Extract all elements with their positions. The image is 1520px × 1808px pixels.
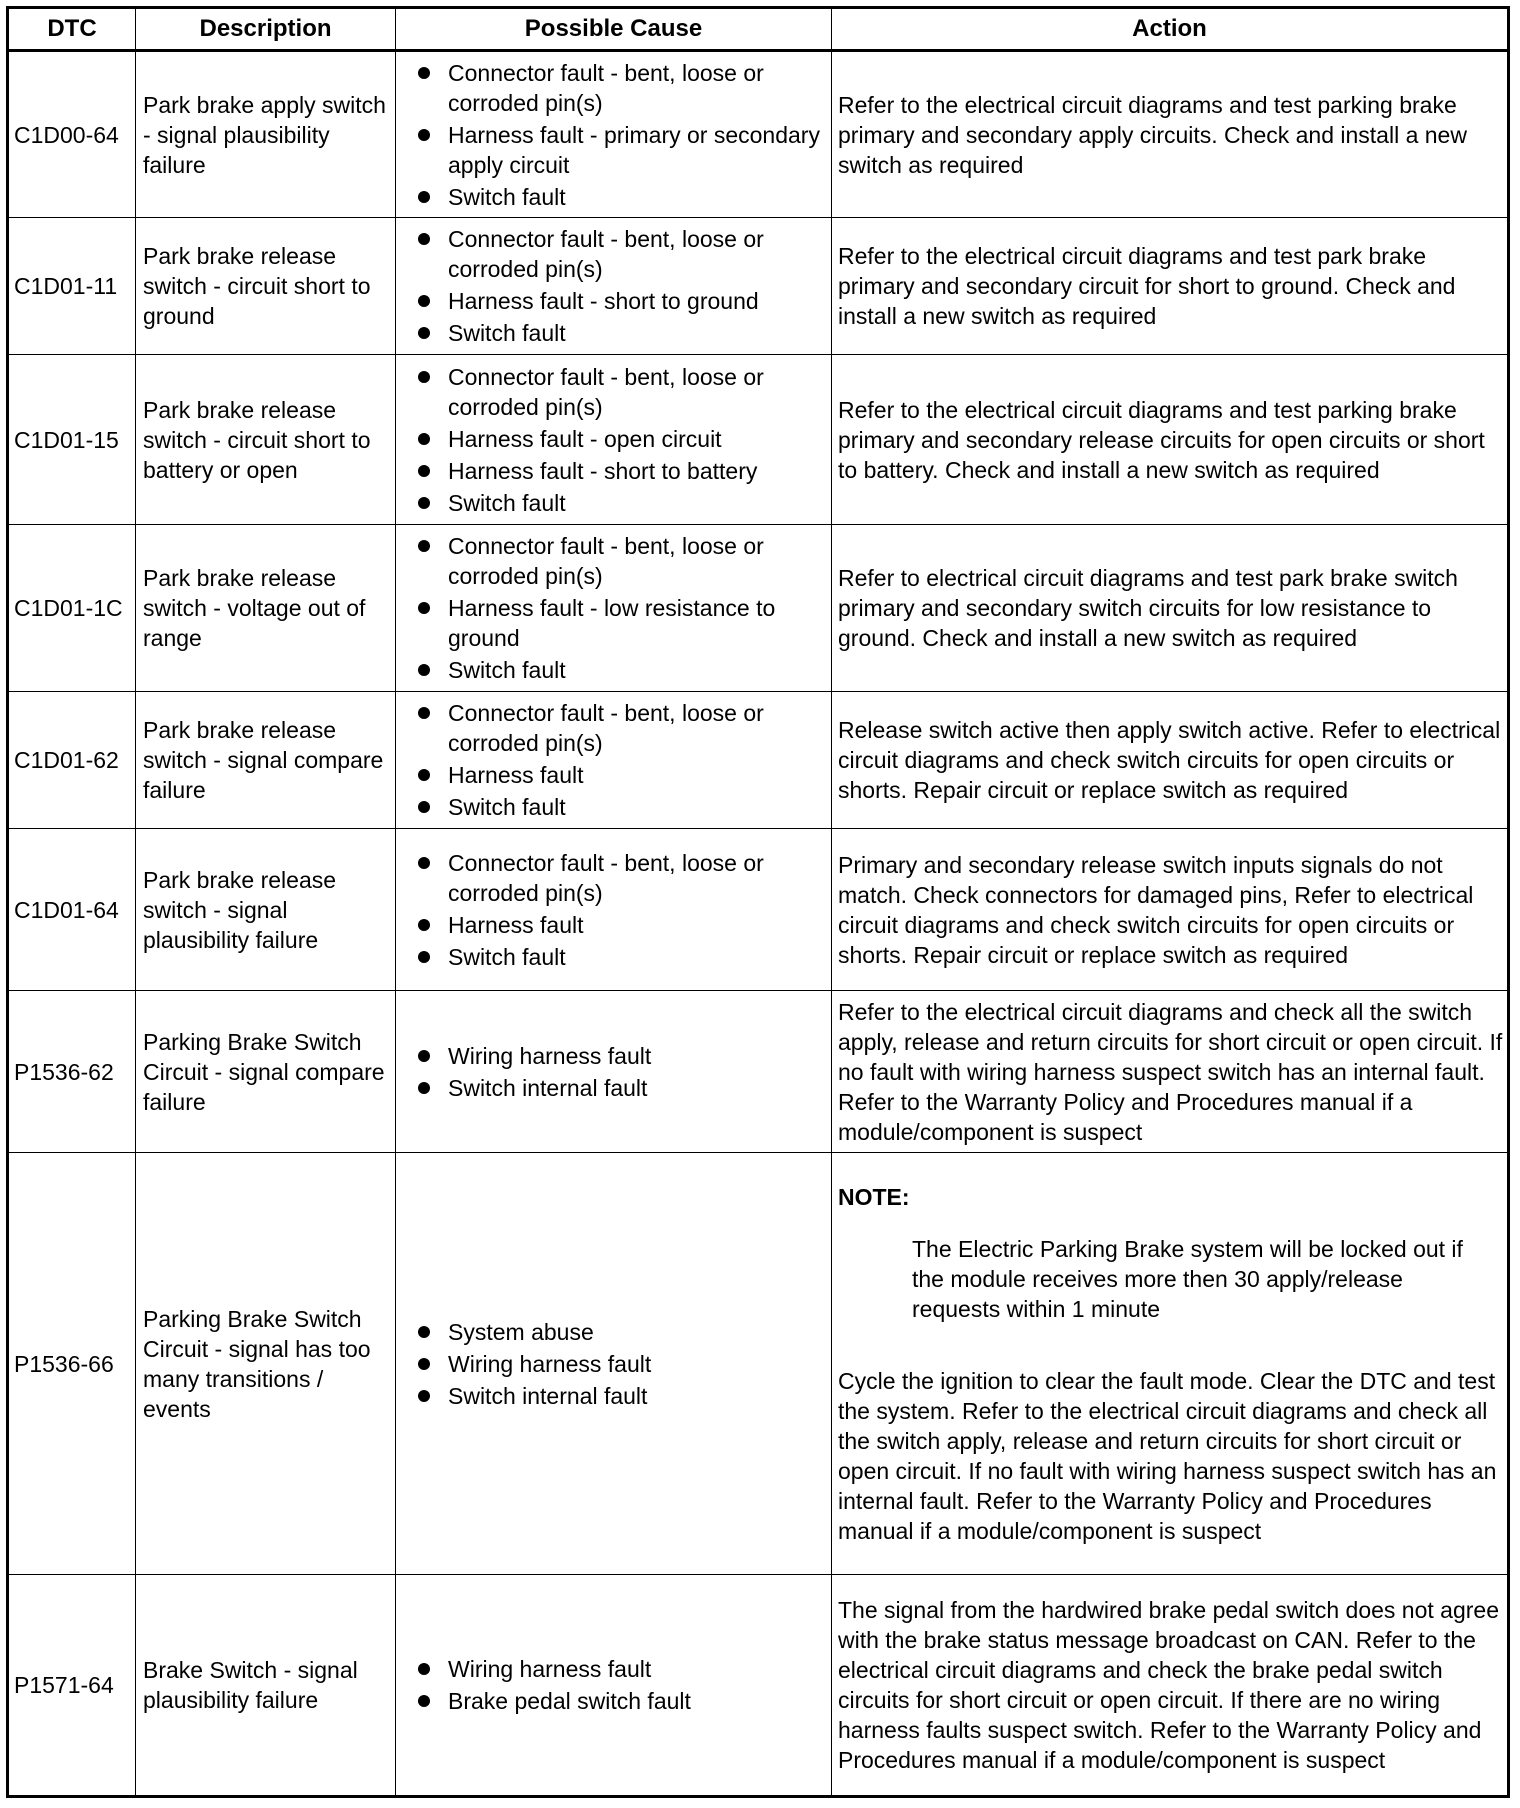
dtc-table bbox=[6, 6, 1510, 1798]
description-cell: Park brake release switch - signal compare failure bbox=[136, 692, 396, 829]
dtc-code: P1536-62 bbox=[8, 991, 136, 1153]
cause-item: System abuse bbox=[416, 1317, 825, 1347]
action-cell: Refer to the electrical circuit diagrams and test parking brake primary and secondary apply circuits. Check and install a new switch as required bbox=[832, 51, 1509, 218]
table-row bbox=[8, 51, 1509, 218]
bullet-icon bbox=[418, 497, 430, 509]
action-cell: Primary and secondary release switch inputs signals do not match. Check connectors for damaged pins, Refer to electrical circuit diagrams and check switch circuits for open circuits or shorts. Repair circuit or replace switch as required bbox=[832, 829, 1509, 991]
dtc-code: C1D01-62 bbox=[8, 692, 136, 829]
cause-item: Switch fault bbox=[416, 182, 825, 212]
cause-list bbox=[416, 1041, 825, 1103]
bullet-icon bbox=[418, 664, 430, 676]
cause-item: Connector fault - bent, loose or corroded pin(s) bbox=[416, 362, 825, 422]
cause-item: Wiring harness fault bbox=[416, 1349, 825, 1379]
bullet-icon bbox=[418, 769, 430, 781]
dtc-code: C1D01-64 bbox=[8, 829, 136, 991]
cause-item: Connector fault - bent, loose or corroded pin(s) bbox=[416, 531, 825, 591]
cause-item: Connector fault - bent, loose or corroded pin(s) bbox=[416, 848, 825, 908]
bullet-icon bbox=[418, 801, 430, 813]
dtc-code: P1536-66 bbox=[8, 1153, 136, 1575]
cause-item: Switch fault bbox=[416, 318, 825, 348]
description-cell: Park brake release switch - circuit short to ground bbox=[136, 218, 396, 355]
cause-list bbox=[416, 1317, 825, 1411]
bullet-icon bbox=[418, 371, 430, 383]
dtc-code: C1D01-15 bbox=[8, 355, 136, 525]
possible-cause-cell bbox=[396, 1575, 832, 1797]
cause-item: Connector fault - bent, loose or corroded pin(s) bbox=[416, 224, 825, 284]
action-cell: Refer to the electrical circuit diagrams and test park brake primary and secondary circuit for short to ground. Check and install a new switch as required bbox=[832, 218, 1509, 355]
cause-item: Harness fault - open circuit bbox=[416, 424, 825, 454]
table-row bbox=[8, 1575, 1509, 1797]
bullet-icon bbox=[418, 1050, 430, 1062]
description-cell: Parking Brake Switch Circuit - signal has too many transitions / events bbox=[136, 1153, 396, 1575]
bullet-icon bbox=[418, 327, 430, 339]
dtc-code: P1571-64 bbox=[8, 1575, 136, 1797]
cause-item: Harness fault - short to battery bbox=[416, 456, 825, 486]
cause-list bbox=[416, 848, 825, 972]
table-row bbox=[8, 991, 1509, 1153]
possible-cause-cell bbox=[396, 991, 832, 1153]
bullet-icon bbox=[418, 129, 430, 141]
description-cell: Parking Brake Switch Circuit - signal compare failure bbox=[136, 991, 396, 1153]
description-cell: Park brake apply switch - signal plausibility failure bbox=[136, 51, 396, 218]
action-text: Cycle the ignition to clear the fault mode. Clear the DTC and test the system. Refer to the electrical circuit diagrams and check all the switch apply, release and return circuits for short circuit or open circuit. If no fault with wiring harness suspect switch has an internal fault. Refer to the Warranty Policy and Procedures manual if a module/component is suspect bbox=[838, 1367, 1497, 1544]
bullet-icon bbox=[418, 1326, 430, 1338]
action-cell: Refer to the electrical circuit diagrams and test parking brake primary and secondary release circuits for open circuits or short to battery. Check and install a new switch as required bbox=[832, 355, 1509, 525]
table-row bbox=[8, 355, 1509, 525]
possible-cause-cell bbox=[396, 1153, 832, 1575]
cause-item: Connector fault - bent, loose or corroded pin(s) bbox=[416, 698, 825, 758]
bullet-icon bbox=[418, 233, 430, 245]
cause-item: Switch fault bbox=[416, 655, 825, 685]
bullet-icon bbox=[418, 707, 430, 719]
action-cell: Refer to the electrical circuit diagrams and check all the switch apply, release and return circuits for short circuit or open circuit. If no fault with wiring harness suspect switch has an internal fault. Refer to the Warranty Policy and Procedures manual if a module/component is suspect bbox=[832, 991, 1509, 1153]
cause-item: Harness fault - short to ground bbox=[416, 286, 825, 316]
action-cell: Refer to electrical circuit diagrams and test park brake switch primary and secondary switch circuits for low resistance to ground. Check and install a new switch as required bbox=[832, 525, 1509, 692]
bullet-icon bbox=[418, 465, 430, 477]
table-row bbox=[8, 692, 1509, 829]
header-row bbox=[8, 8, 1509, 51]
bullet-icon bbox=[418, 919, 430, 931]
possible-cause-cell bbox=[396, 692, 832, 829]
cause-item: Harness fault - primary or secondary apply circuit bbox=[416, 120, 825, 180]
bullet-icon bbox=[418, 191, 430, 203]
bullet-icon bbox=[418, 295, 430, 307]
bullet-icon bbox=[418, 1695, 430, 1707]
dtc-code: C1D00-64 bbox=[8, 51, 136, 218]
cause-list bbox=[416, 1654, 825, 1716]
action-cell: Release switch active then apply switch active. Refer to electrical circuit diagrams and check switch circuits for open circuits or shorts. Repair circuit or replace switch as required bbox=[832, 692, 1509, 829]
dtc-code: C1D01-1C bbox=[8, 525, 136, 692]
cause-item: Harness fault bbox=[416, 910, 825, 940]
bullet-icon bbox=[418, 433, 430, 445]
dtc-code: C1D01-11 bbox=[8, 218, 136, 355]
cause-item: Switch fault bbox=[416, 792, 825, 822]
cause-item: Switch internal fault bbox=[416, 1073, 825, 1103]
bullet-icon bbox=[418, 67, 430, 79]
description-cell: Park brake release switch - voltage out of range bbox=[136, 525, 396, 692]
bullet-icon bbox=[418, 1663, 430, 1675]
possible-cause-cell bbox=[396, 355, 832, 525]
possible-cause-cell bbox=[396, 829, 832, 991]
cause-item: Connector fault - bent, loose or corroded pin(s) bbox=[416, 58, 825, 118]
action-cell bbox=[832, 1153, 1509, 1575]
bullet-icon bbox=[418, 951, 430, 963]
cause-list bbox=[416, 362, 825, 518]
header-description: Description bbox=[136, 8, 396, 51]
description-cell: Park brake release switch - circuit short to battery or open bbox=[136, 355, 396, 525]
possible-cause-cell bbox=[396, 51, 832, 218]
bullet-icon bbox=[418, 602, 430, 614]
cause-item: Wiring harness fault bbox=[416, 1041, 825, 1071]
cause-item: Harness fault bbox=[416, 760, 825, 790]
description-cell: Brake Switch - signal plausibility failure bbox=[136, 1575, 396, 1797]
cause-list bbox=[416, 58, 825, 212]
header-action: Action bbox=[832, 8, 1509, 51]
cause-item: Harness fault - low resistance to ground bbox=[416, 593, 825, 653]
cause-item: Switch internal fault bbox=[416, 1381, 825, 1411]
bullet-icon bbox=[418, 1082, 430, 1094]
cause-item: Switch fault bbox=[416, 942, 825, 972]
note-label: NOTE: bbox=[838, 1183, 910, 1210]
description-cell: Park brake release switch - signal plausibility failure bbox=[136, 829, 396, 991]
bullet-icon bbox=[418, 540, 430, 552]
header-dtc: DTC bbox=[8, 8, 136, 51]
table-row bbox=[8, 829, 1509, 991]
possible-cause-cell bbox=[396, 525, 832, 692]
cause-list bbox=[416, 698, 825, 822]
table-row bbox=[8, 525, 1509, 692]
cause-list bbox=[416, 224, 825, 348]
bullet-icon bbox=[418, 1358, 430, 1370]
note-text: The Electric Parking Brake system will be locked out if the module receives more then 30 apply/release requests within 1 minute bbox=[912, 1235, 1463, 1322]
header-possible-cause: Possible Cause bbox=[396, 8, 832, 51]
table-row bbox=[8, 218, 1509, 355]
cause-list bbox=[416, 531, 825, 685]
possible-cause-cell bbox=[396, 218, 832, 355]
action-cell: The signal from the hardwired brake pedal switch does not agree with the brake status message broadcast on CAN. Refer to the electrical circuit diagrams and check the brake pedal switch circuits for short circuit or open circuit. If there are no wiring harness faults suspect switch. Refer to the Warranty Policy and Procedures manual if a module/component is suspect bbox=[832, 1575, 1509, 1797]
cause-item: Brake pedal switch fault bbox=[416, 1686, 825, 1716]
cause-item: Switch fault bbox=[416, 488, 825, 518]
bullet-icon bbox=[418, 1390, 430, 1402]
table-row bbox=[8, 1153, 1509, 1575]
bullet-icon bbox=[418, 857, 430, 869]
cause-item: Wiring harness fault bbox=[416, 1654, 825, 1684]
